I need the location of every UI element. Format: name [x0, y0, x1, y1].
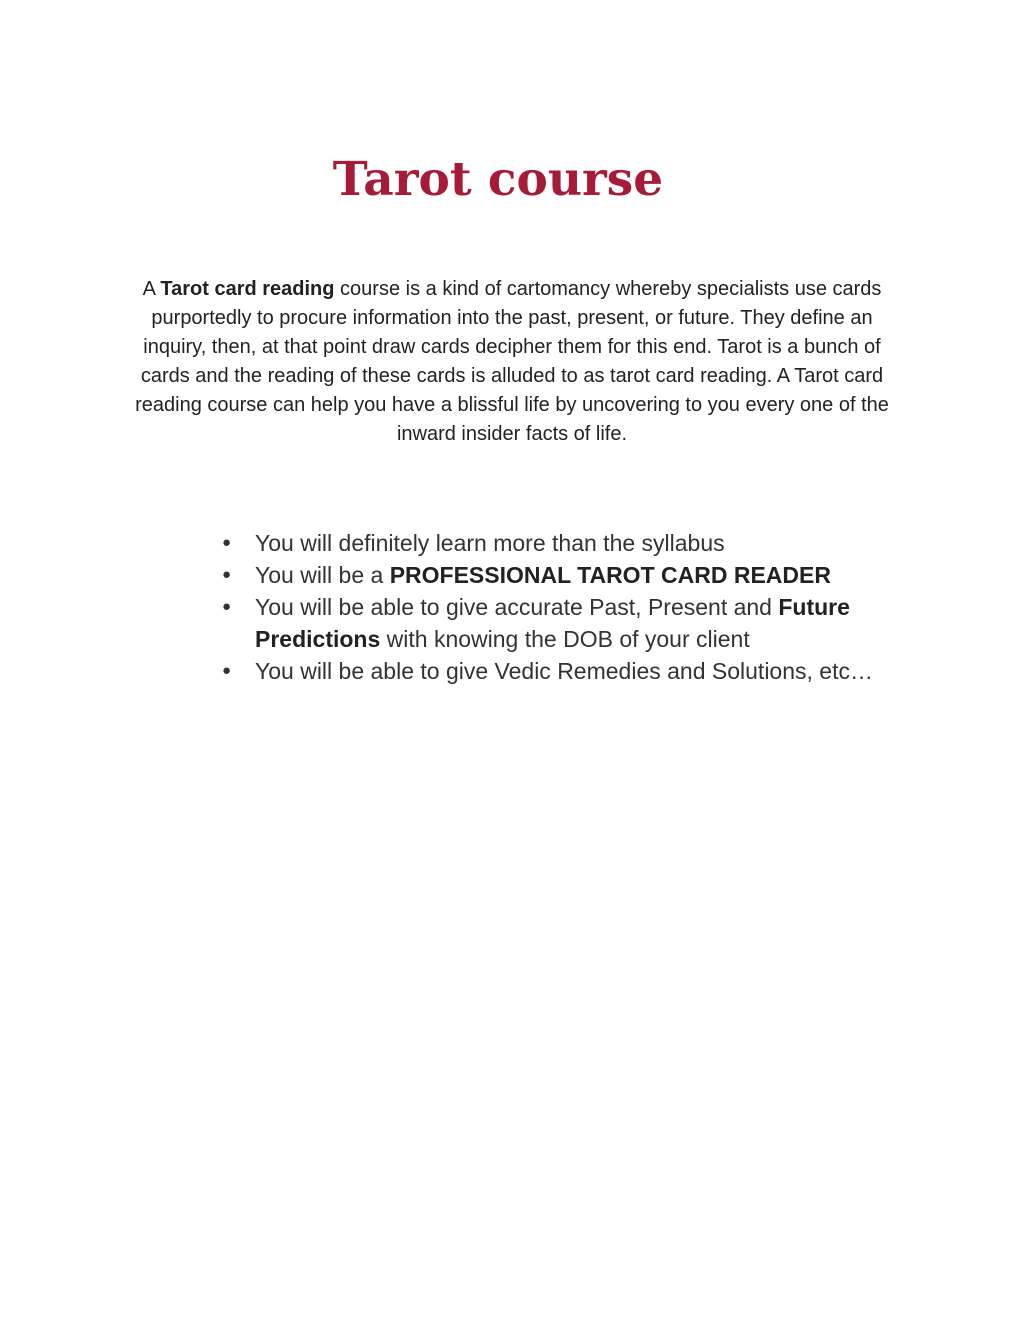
bullet-text: You will be able to give accurate Past, Present and [255, 594, 779, 620]
bullet-icon: ● [222, 598, 232, 615]
bullet-text: You will definitely learn more than the syllabus [255, 530, 725, 556]
list-item [222, 591, 902, 655]
page-title: Tarot course [332, 152, 664, 207]
list-item [222, 559, 902, 591]
intro-bold-term: Tarot card reading [160, 278, 335, 300]
bullet-bold-text: Future Predictions [255, 594, 850, 652]
bullet-icon: ● [222, 662, 232, 679]
intro-prefix: A [142, 278, 161, 300]
benefits-list [222, 527, 902, 687]
bullet-text: You will be able to give Vedic Remedies and Solutions, etc… [255, 658, 873, 684]
list-item [222, 655, 902, 687]
bullet-text: You will be a [255, 562, 390, 588]
list-item [222, 527, 902, 559]
intro-paragraph [120, 275, 904, 449]
bullet-bold-text: PROFESSIONAL TAROT CARD READER [389, 562, 831, 588]
bullet-text-suffix: with knowing the DOB of your client [380, 626, 750, 652]
bullet-icon: ● [222, 566, 232, 583]
bullet-icon: ● [222, 534, 232, 551]
intro-rest: course is a kind of cartomancy whereby specialists use cards purportedly to procure information into the past, present, or future. They define an inquiry, then, at that point draw cards decipher them for this end. Tarot is a bunch of cards and the reading of these cards is alluded to as tarot card reading. A Tarot card reading course can help you have a blissful life by uncovering to you every one of the inward insider facts of life. [135, 278, 889, 445]
